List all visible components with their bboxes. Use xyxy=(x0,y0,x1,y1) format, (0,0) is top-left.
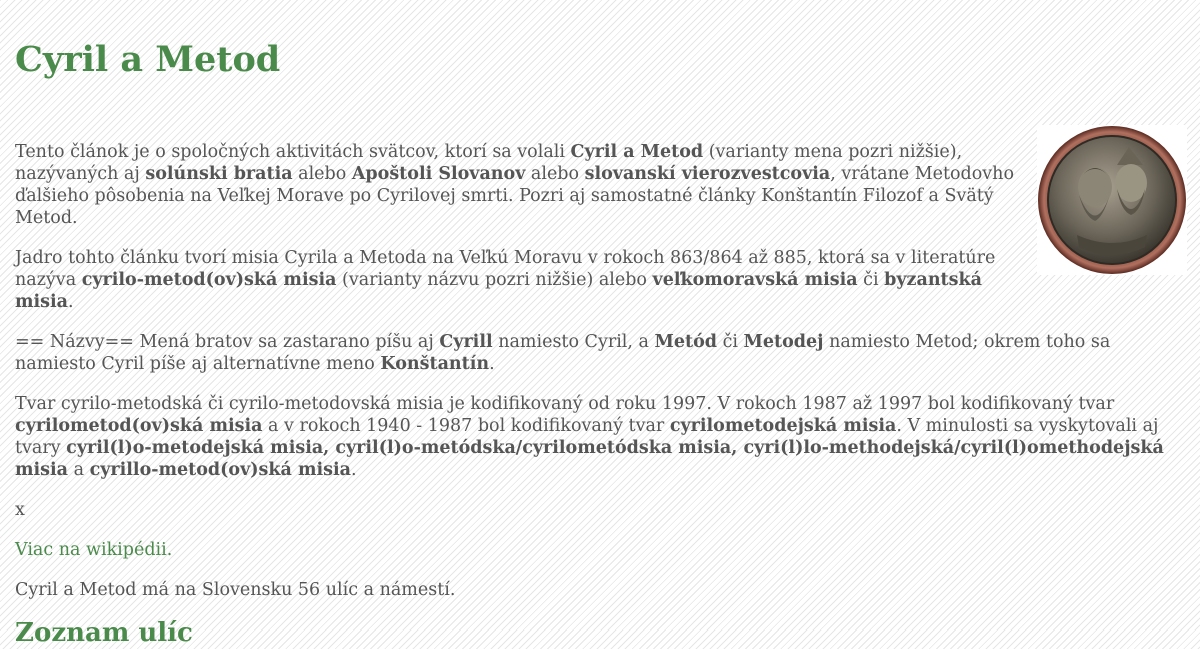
bold-term: Apoštoli Slovanov xyxy=(351,164,526,184)
text-segment: Jadro tohto článku tvorí misia Cyrila a Metoda na Veľkú Moravu v rokoch 863/864 až 885, ktorá sa v literatúre nazýva xyxy=(15,248,996,290)
text-segment: (varianty názvu pozri nižšie) alebo xyxy=(336,270,653,290)
page-title: Cyril a Metod xyxy=(15,39,281,80)
text-segment: (varianty mena pozri nižšie), nazývaných aj xyxy=(15,142,963,184)
more-paragraph xyxy=(15,539,1187,561)
bold-term: slovanskí vierozvestcovia xyxy=(584,164,831,184)
text-segment: Tento článok je o spoločných aktivitách svätcov, ktorí sa volali xyxy=(15,142,571,162)
street-count-paragraph: Cyril a Metod má na Slovensku 56 ulíc a námestí. xyxy=(15,580,456,600)
stray-text: x xyxy=(15,500,25,520)
bold-term: cyrilo-metod(ov)ská misia xyxy=(81,270,337,290)
relief-medallion-graphic xyxy=(1037,125,1187,275)
bold-term: Metodej xyxy=(743,332,824,352)
text-segment: či xyxy=(717,332,744,352)
text-segment: a xyxy=(68,460,90,480)
text-segment: či xyxy=(857,270,885,290)
bold-term: cyrilometod(ov)ská misia xyxy=(15,416,263,436)
bold-term: cyrillo-metod(ov)ská misia xyxy=(89,460,351,480)
names-paragraph xyxy=(15,331,1187,375)
bold-term: cyrilometodejská misia xyxy=(669,416,897,436)
text-segment: . V minulosti sa vyskytovali aj tvary xyxy=(15,416,1159,458)
text-segment: namiesto Cyril, a xyxy=(492,332,655,352)
text-segment: alebo xyxy=(525,164,585,184)
text-segment: == Názvy== Mená bratov sa zastarano píšu aj xyxy=(15,332,440,352)
codification-paragraph xyxy=(15,393,1187,481)
text-segment: alebo xyxy=(292,164,352,184)
mission-paragraph xyxy=(15,247,1187,313)
bold-term: byzantská misia xyxy=(15,270,982,312)
text-segment: a v rokoch 1940 - 1987 bol kodifikovaný tvar xyxy=(262,416,670,436)
bold-term: Cyril a Metod xyxy=(570,142,704,162)
bold-term: veľkomoravská misia xyxy=(652,270,858,290)
bold-term: Metód xyxy=(654,332,718,352)
text-segment: namiesto Metod; okrem toho sa namiesto Cyril píše aj alternatívne meno xyxy=(15,332,1111,374)
bold-term: cyril(l)o-metodejská misia, cyril(l)o-metódska/cyrilometódska misia, cyri(l)lo-methodejská/cyril(l)omethodejská misia xyxy=(15,438,1164,480)
bold-term: solúnski bratia xyxy=(145,164,293,184)
text-segment: Tvar cyrilo-metodská či cyrilo-metodovská misia je kodifikovaný od roku 1997. V rokoch 1987 až 1997 bol kodifikovaný tvar xyxy=(15,394,1115,414)
text-segment: , vrátane Metodovho ďalšieho pôsobenia na Veľkej Morave po Cyrilovej smrti. Pozri aj samostatné články Konštantín Filozof a Svätý Metod. xyxy=(15,164,1014,228)
saints-relief-image xyxy=(1037,125,1187,275)
text-segment: . xyxy=(68,292,74,312)
street-list-heading: Zoznam ulíc xyxy=(15,618,193,648)
wikipedia-link[interactable]: Viac na wikipédii. xyxy=(15,540,173,560)
bold-term: Konštantín xyxy=(380,354,490,374)
text-segment: . xyxy=(489,354,495,374)
article-content xyxy=(15,141,1187,619)
text-segment: . xyxy=(350,460,357,480)
intro-paragraph xyxy=(15,141,1187,229)
bold-term: Cyrill xyxy=(439,332,493,352)
